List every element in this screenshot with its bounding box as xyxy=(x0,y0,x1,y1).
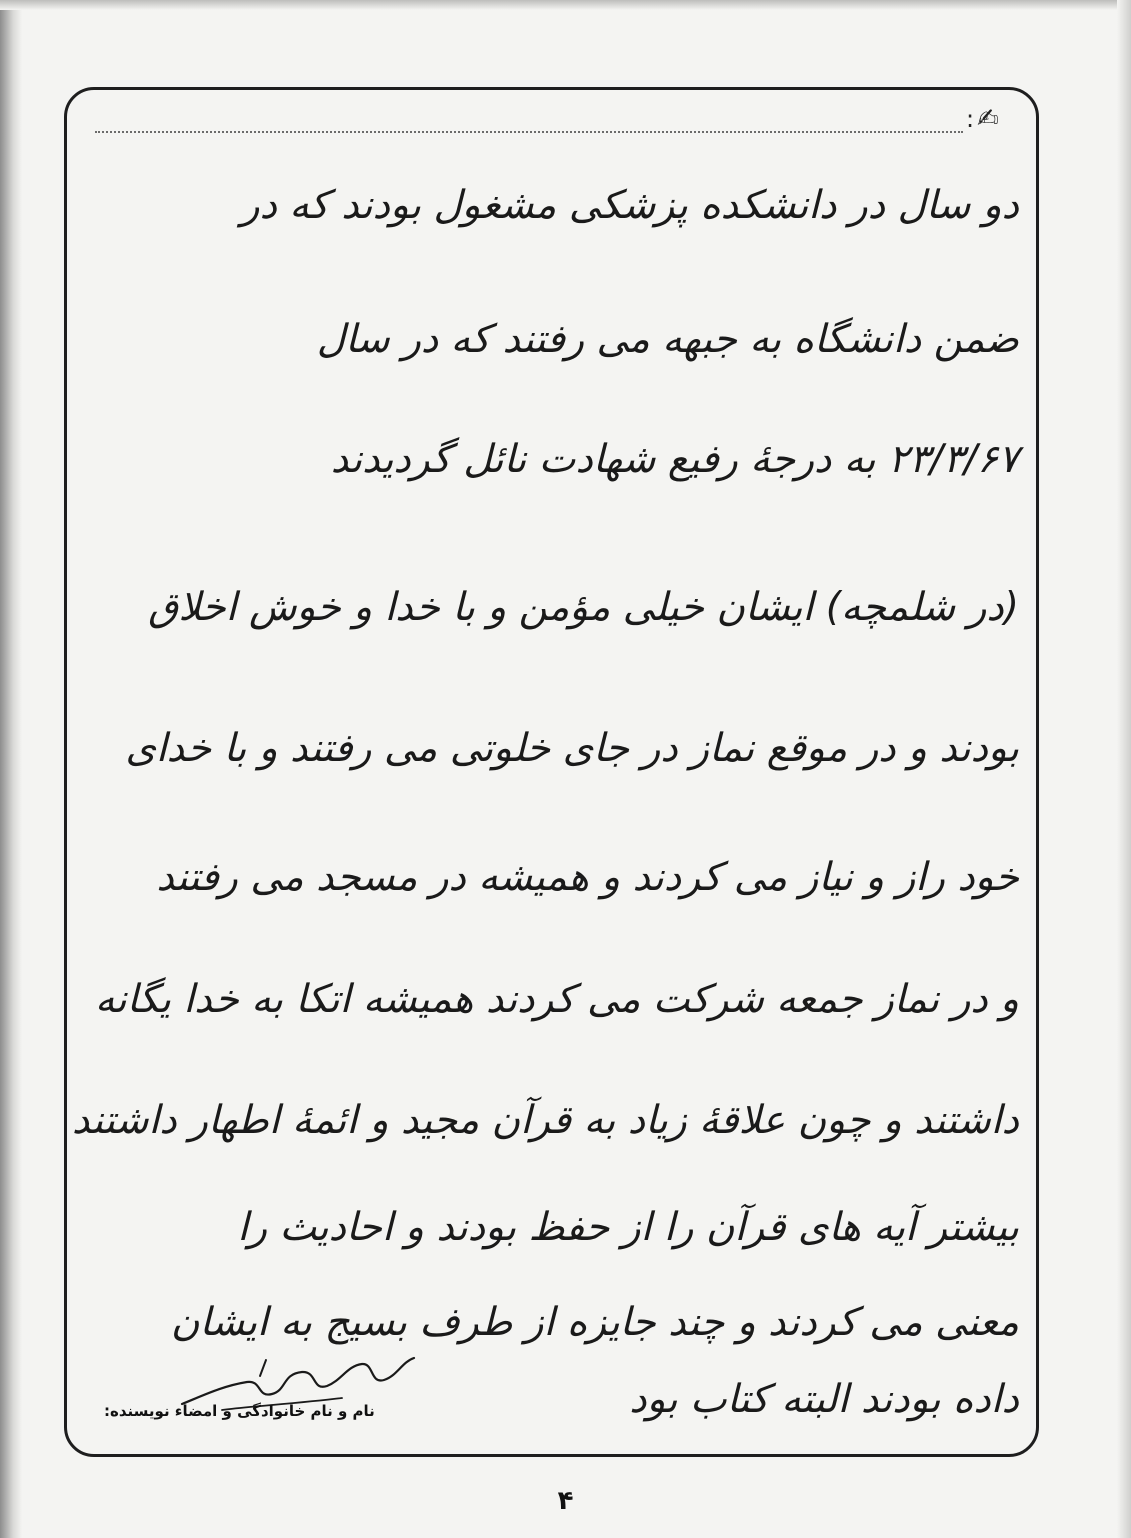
book-spine-shadow xyxy=(0,0,22,1538)
handwritten-line-6: خود راز و نیاز می کردند و همیشه در مسجد می رفتند xyxy=(156,855,1019,900)
handwritten-line-11: داده بودند البته کتاب بود xyxy=(629,1377,1019,1422)
handwritten-line-9: بیشتر آیه های قرآن را از حفظ بودند و احادیث را xyxy=(237,1205,1019,1250)
page-number: ۴ xyxy=(557,1486,574,1516)
handwritten-line-7: و در نماز جمعه شرکت می کردند همیشه اتکا به خدا یگانه xyxy=(94,977,1019,1022)
page-frame xyxy=(64,87,1039,1457)
handwritten-line-1: دو سال در دانشکده پزشکی مشغول بودند که در xyxy=(240,183,1019,228)
handwritten-line-2: ضمن دانشگاه به جبهه می رفتند که در سال xyxy=(316,317,1019,362)
handwritten-line-4: (در شلمچه) ایشان خیلی مؤمن و با خدا و خوش اخلاق xyxy=(148,585,1019,630)
page-top-edge xyxy=(0,0,1131,10)
writing-hand-icon: ✍ xyxy=(977,104,999,134)
signature-label: نام و نام خانوادگی و امضاء نویسنده: xyxy=(104,1402,375,1420)
note-colon: : xyxy=(966,105,975,133)
note-marker xyxy=(966,104,999,134)
handwritten-line-8: داشتند و چون علاقهٔ زیاد به قرآن مجید و ائمهٔ اطهار داشتند xyxy=(71,1098,1019,1143)
page-right-edge xyxy=(1117,0,1131,1538)
handwritten-line-3: ۲۳/۳/۶۷ به درجهٔ رفیع شهادت نائل گردیدند xyxy=(330,437,1019,482)
handwritten-line-5: بودند و در موقع نماز در جای خلوتی می رفتند و با خدای xyxy=(125,726,1019,771)
dotted-rule xyxy=(95,131,963,133)
handwritten-line-10: معنی می کردند و چند جایزه از طرف بسیج به ایشان xyxy=(170,1300,1019,1345)
